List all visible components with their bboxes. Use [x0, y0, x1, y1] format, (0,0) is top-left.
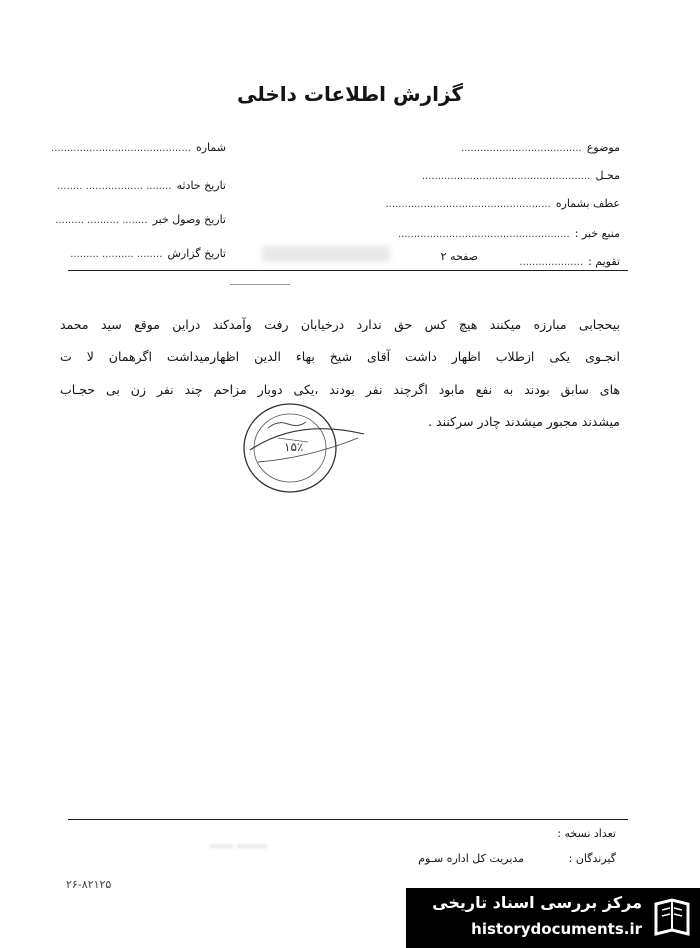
field-subject — [461, 136, 620, 155]
field-reference — [385, 192, 620, 211]
copies-label: تعداد نسخه : — [557, 827, 616, 840]
field-report-date-dots: ........ .......... ......... — [70, 249, 163, 260]
reference-number: ۲۶-۸۲۱۲۵ — [66, 878, 112, 891]
field-source-dots: ...................................................... — [397, 229, 570, 240]
field-incident-date — [57, 174, 226, 193]
footer-separator — [68, 819, 628, 820]
field-incident-date-dots: ........ .................. ........ — [57, 181, 172, 192]
body-line-3: های سابق بودند به نفع مابود اگرچند نفر بودند ،یکی دوبار مزاحم چند نفر زن بی حجـاب — [60, 382, 620, 397]
stamp-text: ۱۵٪ — [284, 440, 304, 454]
field-receipt-date-dots: ........ .......... ......... — [55, 215, 148, 226]
field-receipt-date-label: تاریخ وصول خبر — [152, 213, 226, 226]
field-location — [422, 164, 620, 183]
book-logo-icon — [650, 896, 694, 940]
watermark-title: مرکز بررسی اسناد تاریخی — [432, 893, 642, 912]
field-report-date — [70, 242, 226, 261]
body-line-4: میشدند مجبور میشدند چادر سرکنند . — [428, 414, 620, 429]
field-source-label: منبع خبر : — [574, 227, 620, 240]
field-subject-label: موضوع — [586, 141, 620, 154]
blurred-note: ...... ........ — [210, 836, 268, 850]
field-subject-dots: ...................................... — [460, 143, 582, 154]
field-number — [51, 136, 226, 155]
field-location-label: محـل — [595, 169, 620, 182]
field-reference-label: عطف بشماره — [555, 197, 620, 210]
watermark-banner — [406, 888, 700, 948]
field-location-dots: ..................................................... — [421, 171, 591, 182]
field-receipt-date — [55, 208, 226, 227]
field-number-label: شماره — [195, 141, 226, 154]
field-number-dots: ............................................ — [51, 143, 191, 154]
document-title: گزارش اطلاعات داخلی — [236, 82, 464, 106]
page-number: صفحه ۲ — [440, 250, 478, 263]
body-line-1: بیحجابی مبارزه میکنند هیچ کس حق ندارد درخیابان رفت وآمدکند دراین موقع سید محمد — [60, 317, 620, 332]
field-calendar-dots: .................... — [519, 257, 583, 268]
field-incident-date-label: تاریخ حادثه — [176, 179, 226, 192]
body-line-2: انجـوی یکی ازطلاب اظهار داشت آقای شیخ بهاء الدین اظهارمیداشت اگرهمان لا ت — [60, 349, 620, 364]
recipients-label: گیرندگان : — [568, 852, 616, 865]
field-source — [398, 222, 620, 241]
watermark-url: historydocuments.ir — [471, 920, 642, 938]
field-report-date-label: تاریخ گزارش — [167, 247, 226, 260]
field-calendar-label: تقویم : — [588, 255, 620, 268]
field-calendar — [519, 250, 620, 269]
recipients-value: مدیریت کل اداره سـوم — [418, 852, 524, 865]
header-separator — [68, 270, 628, 271]
field-reference-dots: .................................................... — [385, 199, 551, 210]
scan-mark — [230, 284, 290, 285]
redacted-area — [262, 246, 390, 262]
